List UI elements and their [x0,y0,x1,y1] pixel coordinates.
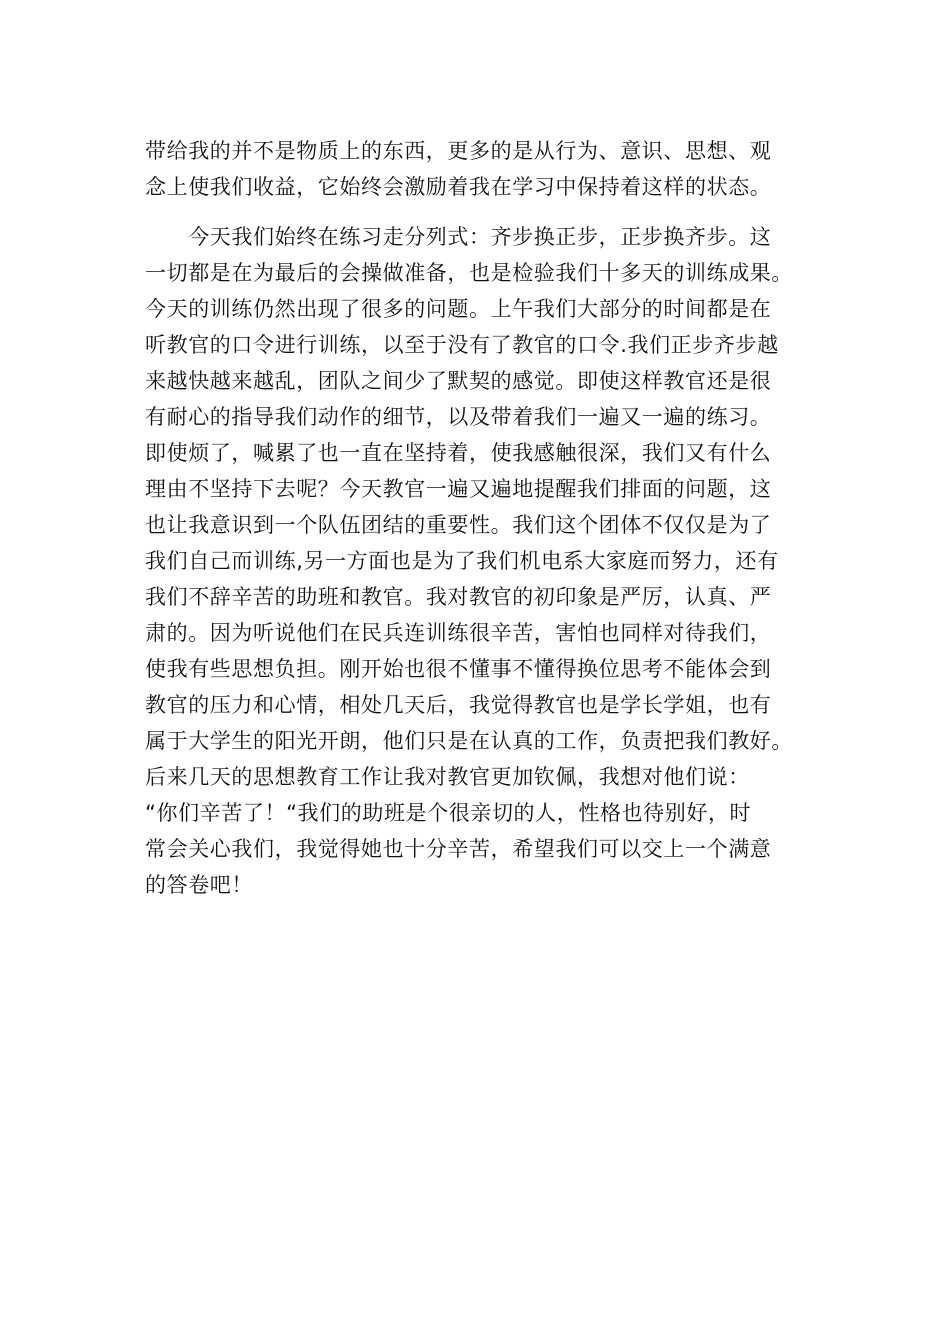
text-line: 我们不辞辛苦的助班和教官。我对教官的初印象是严厉，认真、严 [145,585,772,609]
text-line: 念上使我们收益，它始终会激励着我在学习中保持着这样的状态。 [145,175,772,199]
text-line: 教官的压力和心情，相处几天后，我觉得教官也是学长学姐，也有 [145,693,772,717]
text-line: 今天我们始终在练习走分列式：齐步换正步，正步换齐步。这 [145,225,772,249]
text-line: 即使烦了，喊累了也一直在坚持着，使我感触很深，我们又有什么 [145,441,772,465]
paragraph-2 [145,219,825,903]
text-line: 也让我意识到一个队伍团结的重要性。我们这个团体不仅仅是为了 [145,513,772,537]
text-line: 有耐心的指导我们动作的细节，以及带着我们一遍又一遍的练习。 [145,405,772,429]
text-line: 听教官的口令进行训练，以至于没有了教官的口令.我们正步齐步越 [145,333,779,357]
document-body [145,133,825,903]
text-line: 今天的训练仍然出现了很多的问题。上午我们大部分的时间都是在 [145,297,772,321]
text-line: 带给我的并不是物质上的东西，更多的是从行为、意识、思想、观 [145,139,772,163]
text-line: 一切都是在为最后的会操做准备，也是检验我们十多天的训练成果。 [145,261,793,285]
text-line: 常会关心我们，我觉得她也十分辛苦，希望我们可以交上一个满意 [145,837,772,861]
text-line: 理由不坚持下去呢？今天教官一遍又遍地提醒我们排面的问题，这 [145,477,772,501]
text-line: 肃的。因为听说他们在民兵连训练很辛苦，害怕也同样对待我们， [145,621,772,645]
text-line: “你们辛苦了！“我们的助班是个很亲切的人，性格也待别好，时 [145,801,752,825]
text-line: 来越快越来越乱，团队之间少了默契的感觉。即使这样教官还是很 [145,369,772,393]
text-line: 后来几天的思想教育工作让我对教官更加钦佩，我想对他们说： [145,765,750,789]
text-line: 使我有些思想负担。刚开始也很不懂事不懂得换位思考不能体会到 [145,657,772,681]
text-line: 我们自己而训练,另一方面也是为了我们机电系大家庭而努力，还有 [145,549,779,573]
paragraph-1 [145,133,825,205]
text-line: 的答卷吧！ [145,873,253,897]
text-line: 属于大学生的阳光开朗，他们只是在认真的工作，负责把我们教好。 [145,729,793,753]
